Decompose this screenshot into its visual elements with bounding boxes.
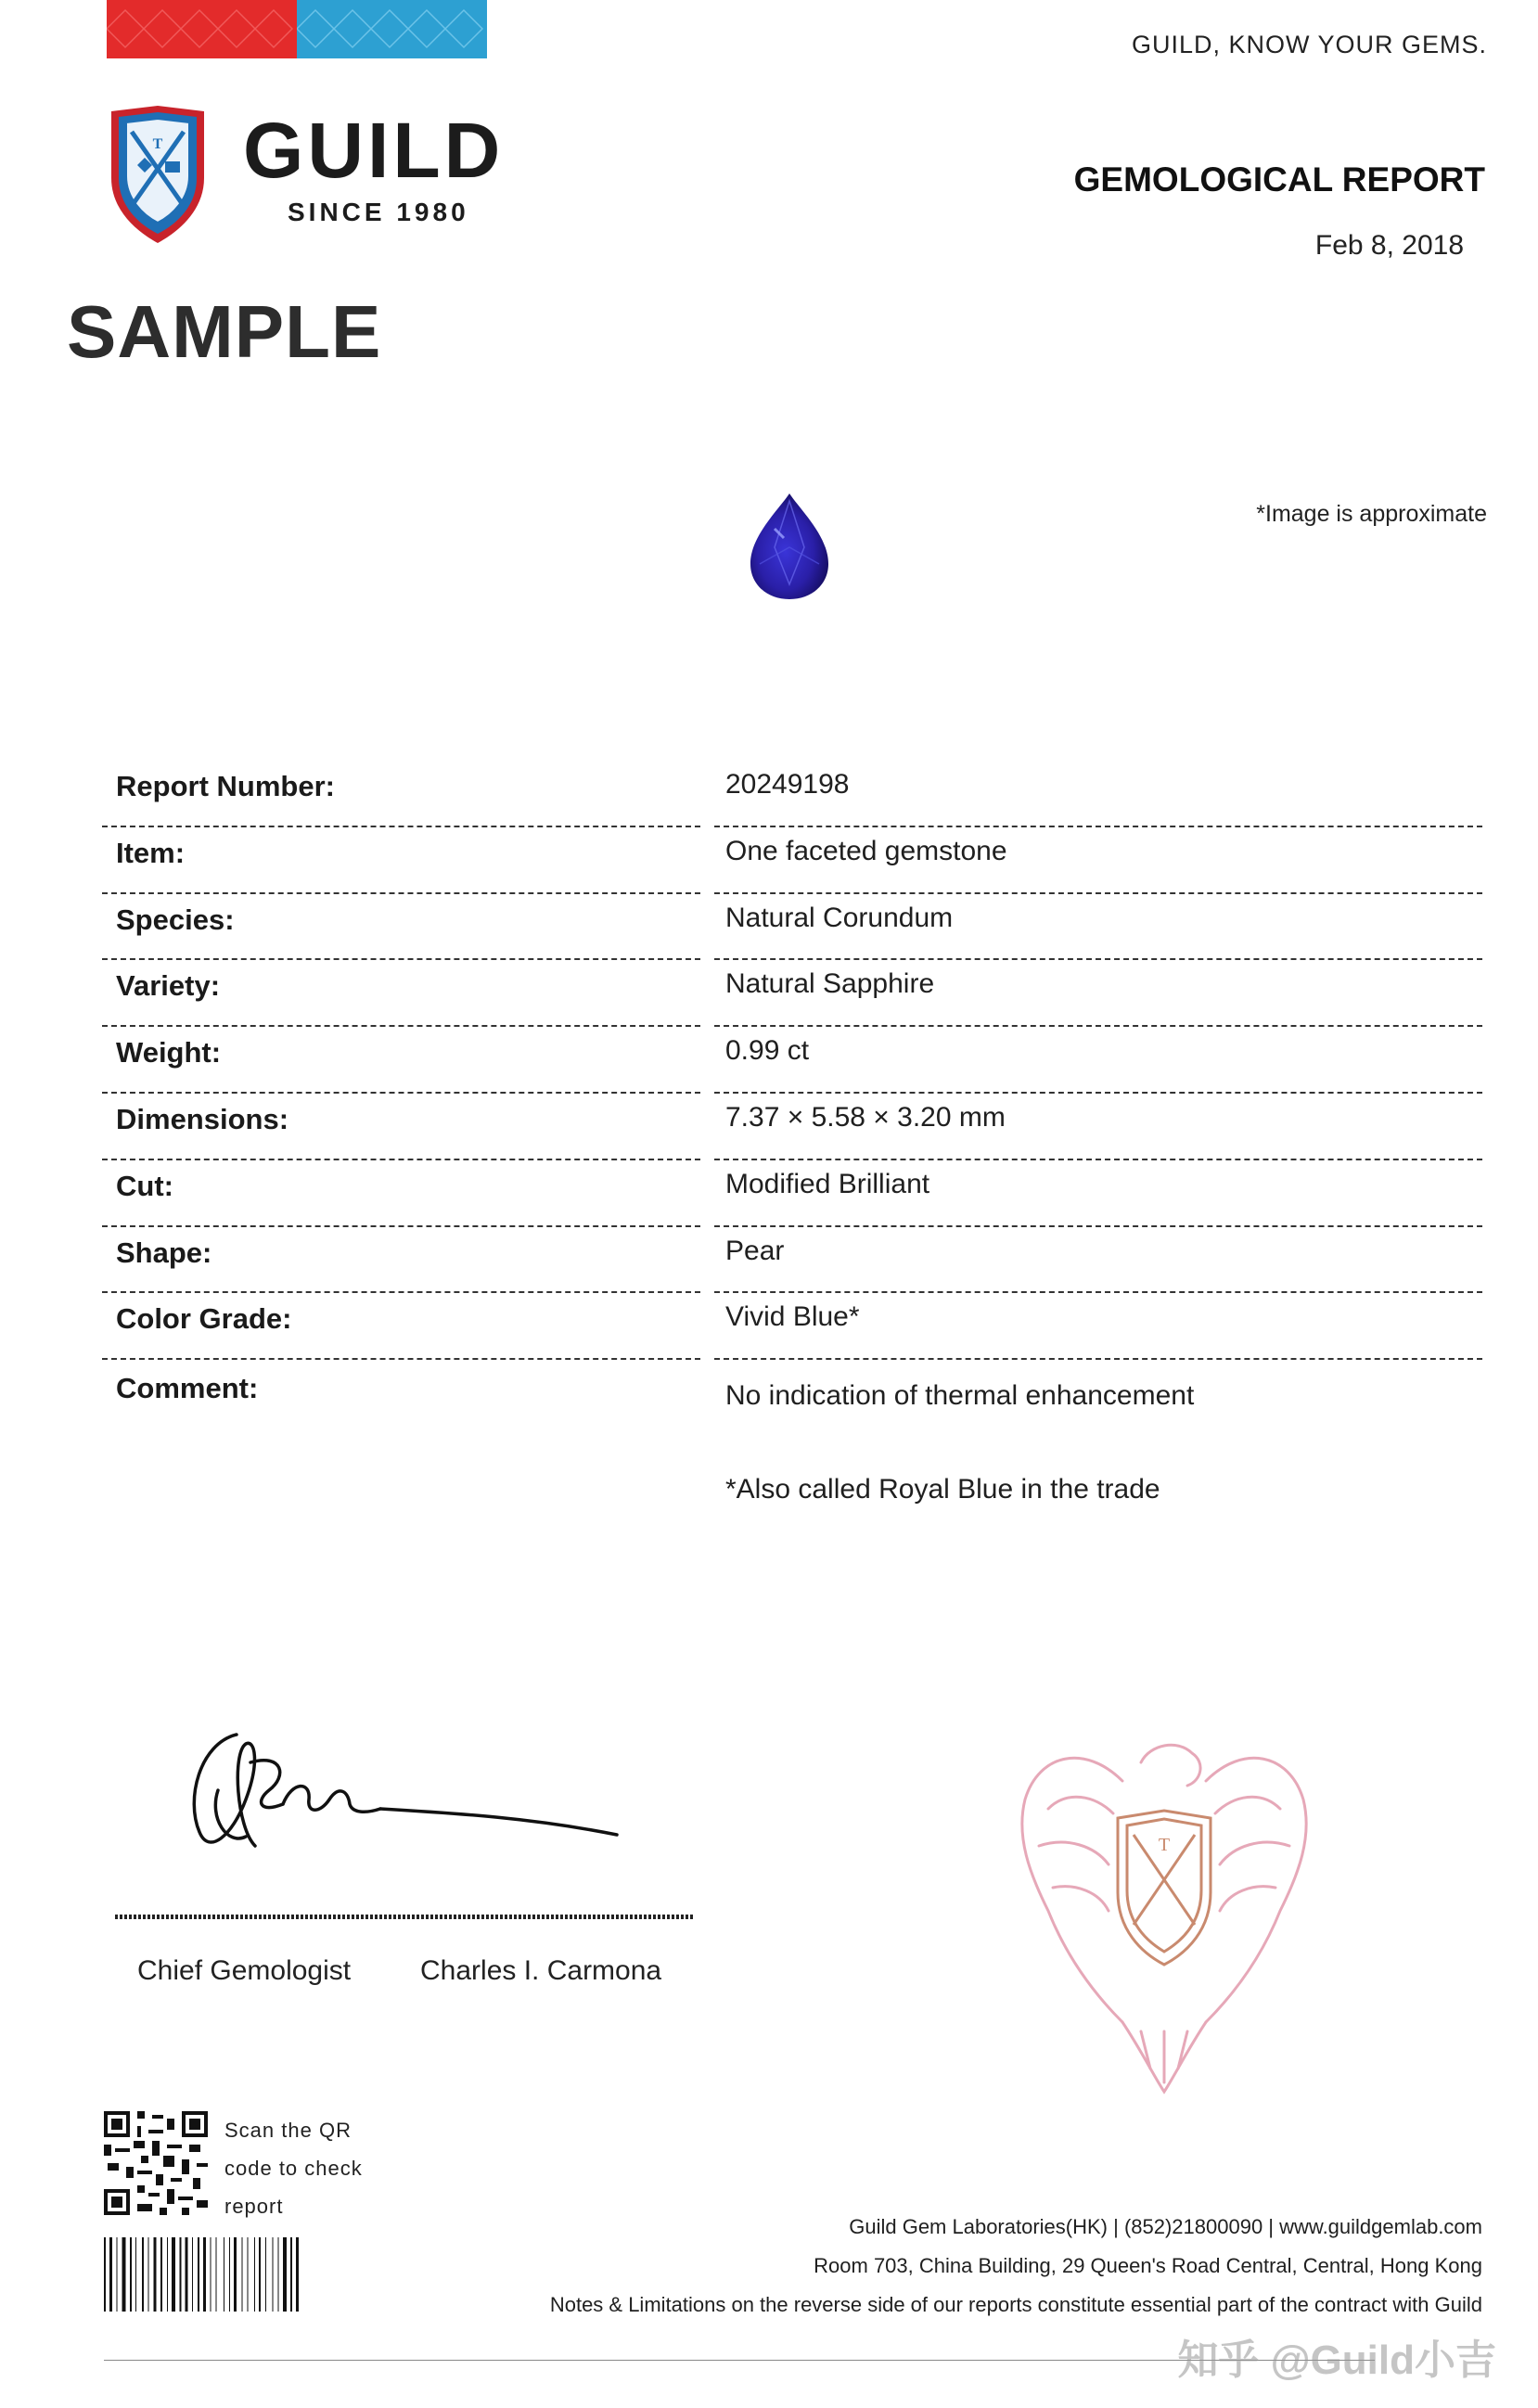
footer-address: Room 703, China Building, 29 Queen's Road Central, Central, Hong Kong (814, 2254, 1482, 2277)
details-table (102, 761, 1482, 1360)
barcode-icon (104, 2237, 410, 2312)
detail-row-color-grade (102, 1293, 1482, 1360)
detail-row-dimensions (102, 1094, 1482, 1160)
qr-code-icon[interactable] (104, 2111, 208, 2215)
detail-row-shape (102, 1227, 1482, 1294)
signature-icon (181, 1725, 626, 1874)
watermark: 知乎 @Guild小吉 (1177, 2338, 1496, 2383)
footer-contact: Guild Gem Laboratories(HK) | (852)21800090 | www.guildgemlab.com (849, 2215, 1482, 2238)
detail-row-item (102, 827, 1482, 894)
detail-label: Species: (116, 903, 235, 936)
report-date: Feb 8, 2018 (1314, 230, 1464, 261)
tagline: GUILD, KNOW YOUR GEMS. (1131, 31, 1487, 58)
signer-title: Chief Gemologist (137, 1955, 352, 1986)
comment-label: Comment: (116, 1372, 259, 1404)
detail-value: One faceted gemstone (725, 835, 1007, 866)
image-note: *Image is approximate (1256, 501, 1487, 527)
detail-row-report-number (102, 761, 1482, 827)
qr-line-2: code to check (224, 2157, 363, 2180)
eagle-seal-icon (1011, 1725, 1317, 2096)
qr-instructions (224, 2111, 363, 2225)
detail-label: Weight: (116, 1036, 222, 1070)
detail-label: Variety: (116, 969, 221, 1003)
guild-shield-icon (104, 104, 211, 245)
banner-red (107, 0, 297, 58)
svg-text:T: T (152, 136, 163, 152)
detail-value: Natural Corundum (725, 902, 954, 933)
brand-since: SINCE 1980 (288, 198, 469, 226)
detail-label: Item: (116, 836, 186, 869)
detail-label: Dimensions: (116, 1102, 289, 1135)
detail-value: Vivid Blue* (725, 1301, 860, 1333)
sample-stamp: SAMPLE (67, 290, 382, 373)
detail-value: Pear (725, 1235, 785, 1266)
detail-label: Report Number: (116, 770, 335, 802)
footer-notes: Notes & Limitations on the reverse side of our reports constitute essential part of the contract with Guild (549, 2293, 1482, 2316)
svg-text:T: T (1158, 1835, 1171, 1855)
detail-value: 20249198 (725, 769, 850, 800)
brand-name: GUILD (243, 107, 505, 194)
detail-value: 0.99 ct (725, 1035, 810, 1067)
detail-row-variety (102, 960, 1482, 1027)
report-title: GEMOLOGICAL REPORT (1073, 160, 1485, 199)
detail-row-cut (102, 1160, 1482, 1227)
signer-name: Charles I. Carmona (420, 1955, 662, 1986)
detail-row-weight (102, 1027, 1482, 1094)
detail-value: Natural Sapphire (725, 968, 935, 1000)
comment-value: No indication of thermal enhancement (725, 1380, 1195, 1411)
color-footnote: *Also called Royal Blue in the trade (725, 1474, 1160, 1505)
detail-value: Modified Brilliant (725, 1168, 930, 1199)
detail-label: Shape: (116, 1236, 212, 1269)
signature-microline (115, 1915, 695, 1919)
qr-line-3: report (224, 2195, 284, 2218)
detail-label: Color Grade: (116, 1302, 292, 1336)
banner-blue (297, 0, 487, 58)
detail-label: Cut: (116, 1169, 173, 1202)
qr-line-1: Scan the QR (224, 2119, 352, 2142)
detail-value: 7.37 × 5.58 × 3.20 mm (725, 1101, 1006, 1133)
detail-row-species (102, 894, 1482, 961)
gem-icon (747, 492, 832, 601)
